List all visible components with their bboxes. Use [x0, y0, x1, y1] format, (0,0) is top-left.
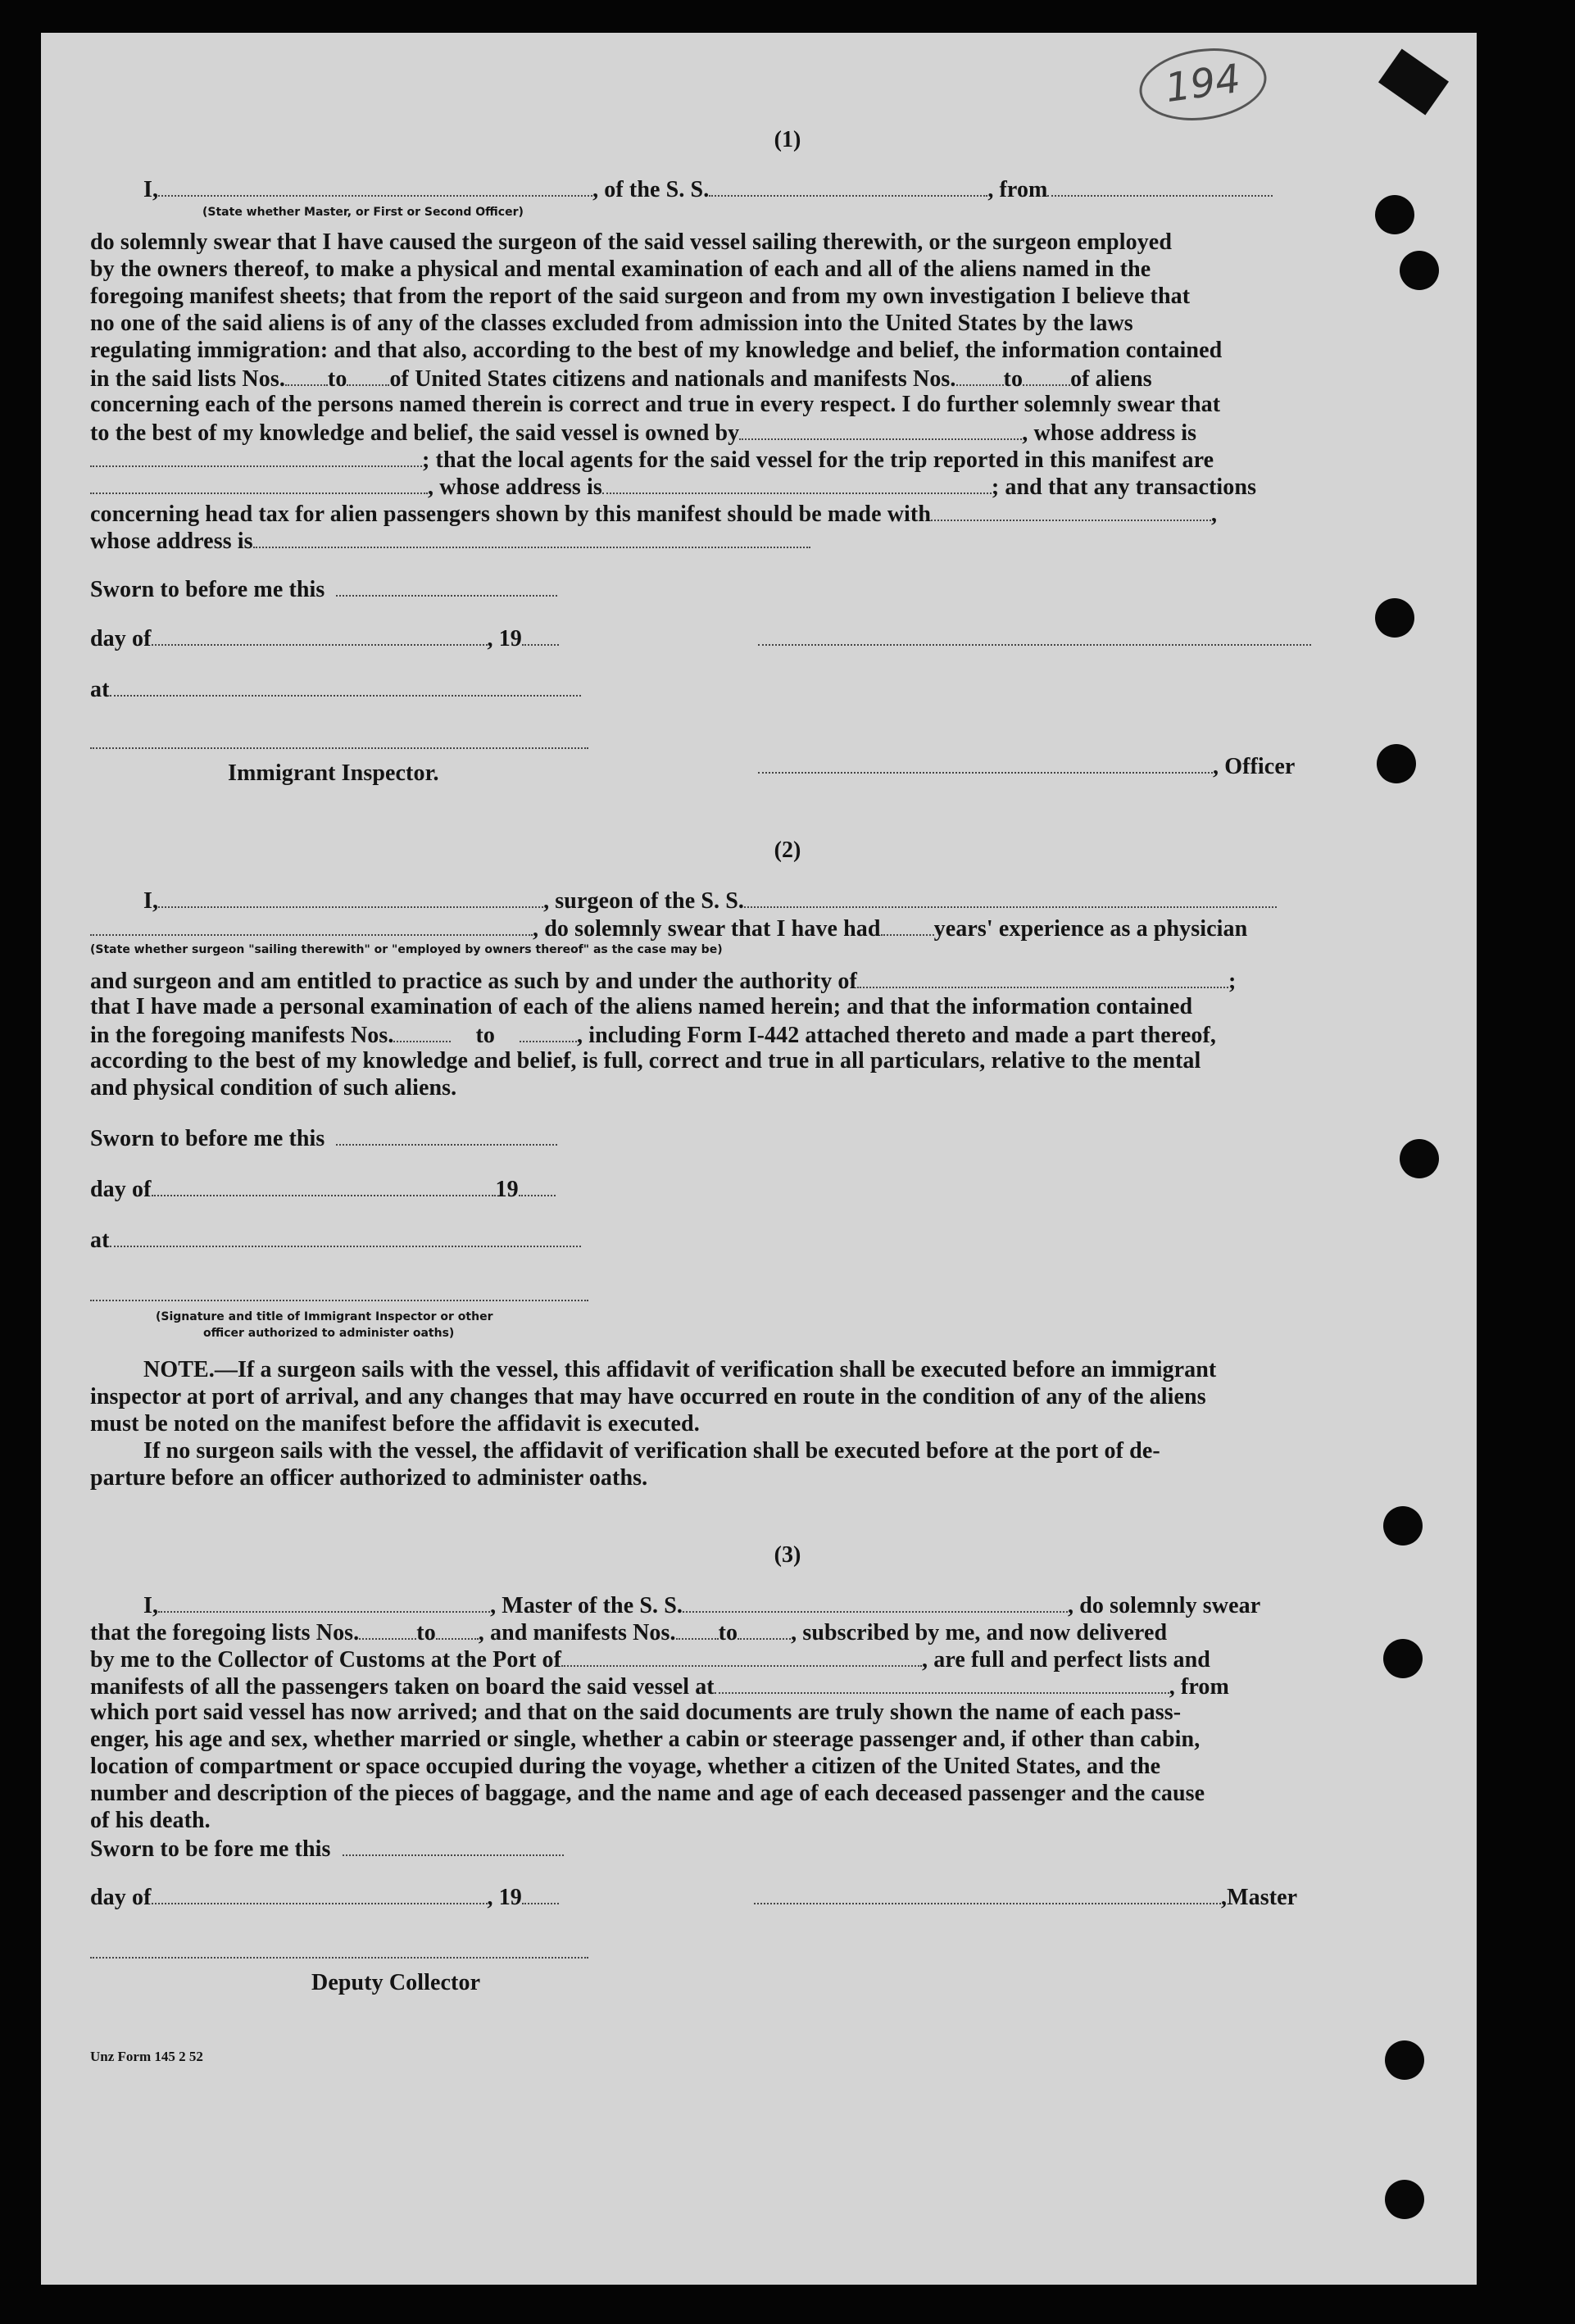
paragraph-line: no one of the said aliens is of any of the classes excluded from admission into the United States by the laws: [90, 311, 1133, 336]
sworn-line: Sworn to before me this: [90, 575, 557, 603]
officer-signature-blank: [758, 624, 1311, 652]
paragraph-line: number and description of the pieces of baggage, and the name and age of each deceased passenger and the cause: [90, 1781, 1205, 1806]
binder-hole: [1383, 1639, 1423, 1678]
binder-hole: [1400, 1139, 1439, 1178]
paragraph-line: of his death.: [90, 1808, 211, 1833]
paragraph-line: manifests of all the passengers taken on board the said vessel at , from: [90, 1674, 1229, 1700]
inspector-signature-blank: [90, 728, 588, 756]
note-line: NOTE.—If a surgeon sails with the vessel, this affidavit of verification shall be executed before an immigrant: [143, 1357, 1217, 1382]
paragraph-line: according to the best of my knowledge and belief, is full, correct and true in all particulars, relative to the mental: [90, 1048, 1201, 1073]
paragraph-line: concerning head tax for alien passengers shown by this manifest should be made with ,: [90, 502, 1218, 527]
paragraph-line: to the best of my knowledge and belief, the said vessel is owned by , whose address is: [90, 420, 1197, 446]
paragraph-line: enger, his age and sex, whether married or single, whether a cabin or steerage passenger and, if other than cabin,: [90, 1727, 1201, 1752]
inspector-label: Immigrant Inspector.: [228, 760, 439, 786]
master-declaration-line: I, , Master of the S. S. , do solemnly swear: [143, 1593, 1261, 1618]
paragraph-line: regulating immigration: and that also, according to the best of my knowledge and belief, the information contained: [90, 338, 1223, 363]
sworn-line: Sworn to before me this: [90, 1124, 557, 1152]
note-line: inspector at port of arrival, and any changes that may have occurred en route in the condition of any of the aliens: [90, 1384, 1206, 1409]
paragraph-line: , do solemnly swear that I have had years' experience as a physician: [90, 915, 1247, 942]
section-number: (1): [774, 127, 801, 152]
paragraph-line: by the owners thereof, to make a physical and mental examination of each and all of the aliens named in the: [90, 256, 1151, 282]
officer-line: , Officer: [758, 752, 1295, 780]
paragraph-line: in the said lists Nos. to of United States citizens and nationals and manifests Nos. to of aliens: [90, 366, 1152, 392]
note-line: must be noted on the manifest before the affidavit is executed.: [90, 1411, 700, 1437]
signature-instruction: (Signature and title of Immigrant Inspector or other: [156, 1310, 493, 1323]
paragraph-line: foregoing manifest sheets; that from the report of the said surgeon and from my own investigation I believe that: [90, 284, 1191, 309]
paragraph-line: do solemnly swear that I have caused the surgeon of the said vessel sailing therewith, or the surgeon employed: [90, 229, 1172, 255]
surgeon-declaration-line: I, , surgeon of the S. S.: [143, 887, 1277, 915]
collector-signature-blank: [90, 1937, 588, 1965]
inspector-signature-blank: [90, 1280, 588, 1308]
note-line: parture before an officer authorized to administer oaths.: [90, 1465, 648, 1491]
field-instruction: (State whether Master, or First or Second Officer): [202, 206, 524, 219]
deputy-collector-label: Deputy Collector: [311, 1970, 481, 1995]
place-line: at: [90, 675, 581, 703]
paragraph-line: , whose address is ; and that any transactions: [90, 473, 1256, 501]
page-number-stamp: 194: [1135, 41, 1271, 129]
date-line: day of 19: [90, 1175, 556, 1203]
master-line: ,Master: [754, 1883, 1297, 1911]
field-instruction: (State whether surgeon "sailing therewith" or "employed by owners thereof" as the case may be): [90, 943, 723, 956]
paragraph-line: that the foregoing lists Nos. to , and manifests Nos. to , subscribed by me, and now delivered: [90, 1620, 1168, 1645]
binder-hole: [1375, 195, 1414, 234]
binder-hole: [1383, 1506, 1423, 1546]
form-number: Unz Form 145 2 52: [90, 2049, 203, 2064]
paragraph-line: and surgeon and am entitled to practice as such by and under the authority of ;: [90, 969, 1237, 994]
paragraph-line: that I have made a personal examination of each of the aliens named herein; and that the information contained: [90, 994, 1193, 1019]
paragraph-line: in the foregoing manifests Nos. to , including Form I-442 attached thereto and made a part thereof,: [90, 1023, 1216, 1048]
paragraph-line: by me to the Collector of Customs at the Port of , are full and perfect lists and: [90, 1647, 1210, 1673]
section-number: (3): [774, 1542, 801, 1568]
date-line: day of , 19: [90, 1883, 559, 1911]
paragraph-line: which port said vessel has now arrived; and that on the said documents are truly shown the name of each pass-: [90, 1700, 1182, 1725]
note-line: If no surgeon sails with the vessel, the affidavit of verification shall be executed before at the port of de-: [143, 1438, 1160, 1464]
sworn-line: Sworn to be fore me this: [90, 1835, 564, 1863]
date-line: day of , 19: [90, 624, 559, 652]
paragraph-line: location of compartment or space occupied during the voyage, whether a citizen of the United States, and the: [90, 1754, 1161, 1779]
paragraph-line: concerning each of the persons named therein is correct and true in every respect. I do further solemnly swear that: [90, 392, 1221, 417]
paragraph-line: and physical condition of such aliens.: [90, 1075, 457, 1101]
section-number: (2): [774, 837, 801, 863]
master-declaration-line: I, , of the S. S. , from: [143, 175, 1273, 203]
binder-hole: [1375, 598, 1414, 638]
place-line: at: [90, 1226, 581, 1254]
binder-hole: [1400, 251, 1439, 290]
binder-hole: [1385, 2180, 1424, 2219]
binder-hole: [1377, 744, 1416, 783]
paragraph-line: whose address is: [90, 527, 810, 555]
signature-instruction: officer authorized to administer oaths): [203, 1327, 455, 1340]
paragraph-line: ; that the local agents for the said vessel for the trip reported in this manifest are: [90, 446, 1214, 474]
binder-hole: [1385, 2040, 1424, 2080]
